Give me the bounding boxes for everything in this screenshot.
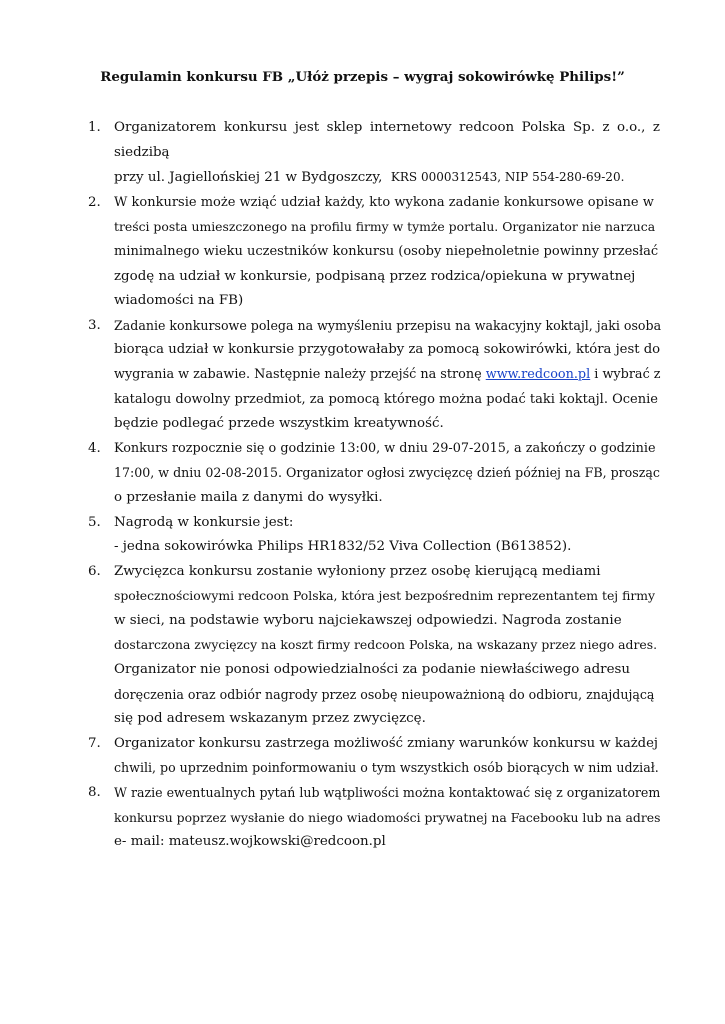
rule-item-3 [88,314,660,437]
rule-registry-numbers: KRS 0000312543, NIP 554-280-69-20. [390,170,625,185]
rule-text-line: 17:00, w dniu 02-08-2015. Organizator ogłosi zwycięzcę dzień później na FB, prosząc [114,465,660,481]
rule-number: 7. [88,735,101,751]
rule-number: 4. [88,440,101,456]
rule-text-line: Nagrodą w konkursie jest: [114,514,294,530]
redcoon-website-link[interactable]: www.redcoon.pl [485,366,591,382]
rule-item-1 [88,116,660,191]
rule-text-line: będzie podlegać przede wszystkim kreatywność. [114,416,444,432]
rule-text-line: minimalnego wieku uczestników konkursu (osoby niepełnoletnie powinny przesłać [114,243,659,259]
rule-text-line: W razie ewentualnych pytań lub wątpliwości można kontaktować się z organizatorem [114,785,661,801]
rules-list [88,116,660,855]
rule-text-line: w sieci, na podstawie wyboru najciekawszej odpowiedzi. Nagroda zostanie [114,612,622,628]
rule-text-line: konkursu poprzez wysłanie do niego wiadomości prywatnej na Facebooku lub na adres [114,809,661,825]
page-title: Regulamin konkursu FB „Ułóż przepis – wygraj sokowirówkę Philips!” [100,69,625,85]
rule-text-line: Zwycięzca konkursu zostanie wyłoniony przez osobę kierującą mediami [114,563,601,579]
rule-text-line: W konkursie może wziąć udział każdy, kto wykona zadanie konkursowe opisane w [114,194,654,210]
rule-text-line: społecznościowymi redcoon Polska, która jest bezpośrednim reprezentantem tej firmy [114,588,656,604]
rule-item-6 [88,560,660,732]
rule-text-line: Organizator konkursu zastrzega możliwość zmiany warunków konkursu w każdej [114,735,658,751]
rule-item-7 [88,732,660,781]
rule-text-segment: przy ul. Jagiellońskiej 21 w Bydgoszczy, [114,170,383,186]
rule-text-segment: i wybrać z [594,366,661,382]
rule-number: 3. [88,317,101,333]
rule-text-line: Organizatorem konkursu jest sklep internetowy redcoon Polska Sp. z o.o., z siedzibą [114,120,660,160]
rule-text-line: wiadomości na FB) [114,293,244,309]
prize-description: - jedna sokowirówka Philips HR1832/52 Viva Collection (B613852). [114,539,572,555]
rule-text-line: Zadanie konkursowe polega na wymyśleniu przepisu na wakacyjny koktajl, jaki osoba [114,317,662,333]
rule-text-line: dostarczona zwycięzcy na koszt firmy redcoon Polska, na wskazany przez niego adres. [114,637,658,653]
rule-text-line: biorąca udział w konkursie przygotowałaby za pomocą sokowirówki, która jest do [114,342,661,358]
rule-text-line [114,165,660,191]
rule-text-line: chwili, po uprzednim poinformowaniu o tym wszystkich osób biorących w nim udział. [114,760,659,776]
rule-number: 8. [88,785,101,801]
rule-text-line: treści posta umieszczonego na profilu firmy w tymże portalu. Organizator nie narzuca [114,219,656,235]
rule-number: 5. [88,514,101,530]
rule-number: 1. [88,120,101,135]
rule-number: 2. [88,194,101,210]
rule-text-line: Organizator nie ponosi odpowiedzialności za podanie niewłaściwego adresu [114,662,631,678]
rule-text-line: o przesłanie maila z danymi do wysyłki. [114,489,383,505]
rule-text-line: doręczenia oraz odbiór nagrody przez osobę nieupoważnioną do odbioru, znajdującą [114,686,655,702]
rule-text-line: zgodę na udział w konkursie, podpisaną przez rodzica/opiekuna w prywatnej [114,268,636,284]
rule-item-2 [88,191,660,314]
rule-text-segment: wygrania w zabawie. Następnie należy przejść na stronę [114,366,482,382]
rule-item-4 [88,437,660,511]
rule-text-line: się pod adresem wskazanym przez zwycięzcę. [114,711,426,727]
rule-text-line: Konkurs rozpocznie się o godzinie 13:00, w dniu 29-07-2015, a zakończy o godzinie [114,440,656,456]
contact-email: e- mail: mateusz.wojkowski@redcoon.pl [114,834,386,850]
rule-text-line: katalogu dowolny przedmiot, za pomocą którego można podać taki koktajl. Ocenie [114,391,658,407]
rule-text-line [114,363,660,388]
rule-item-8 [88,781,660,855]
rule-number: 6. [88,563,101,579]
rule-item-5 [88,511,660,560]
